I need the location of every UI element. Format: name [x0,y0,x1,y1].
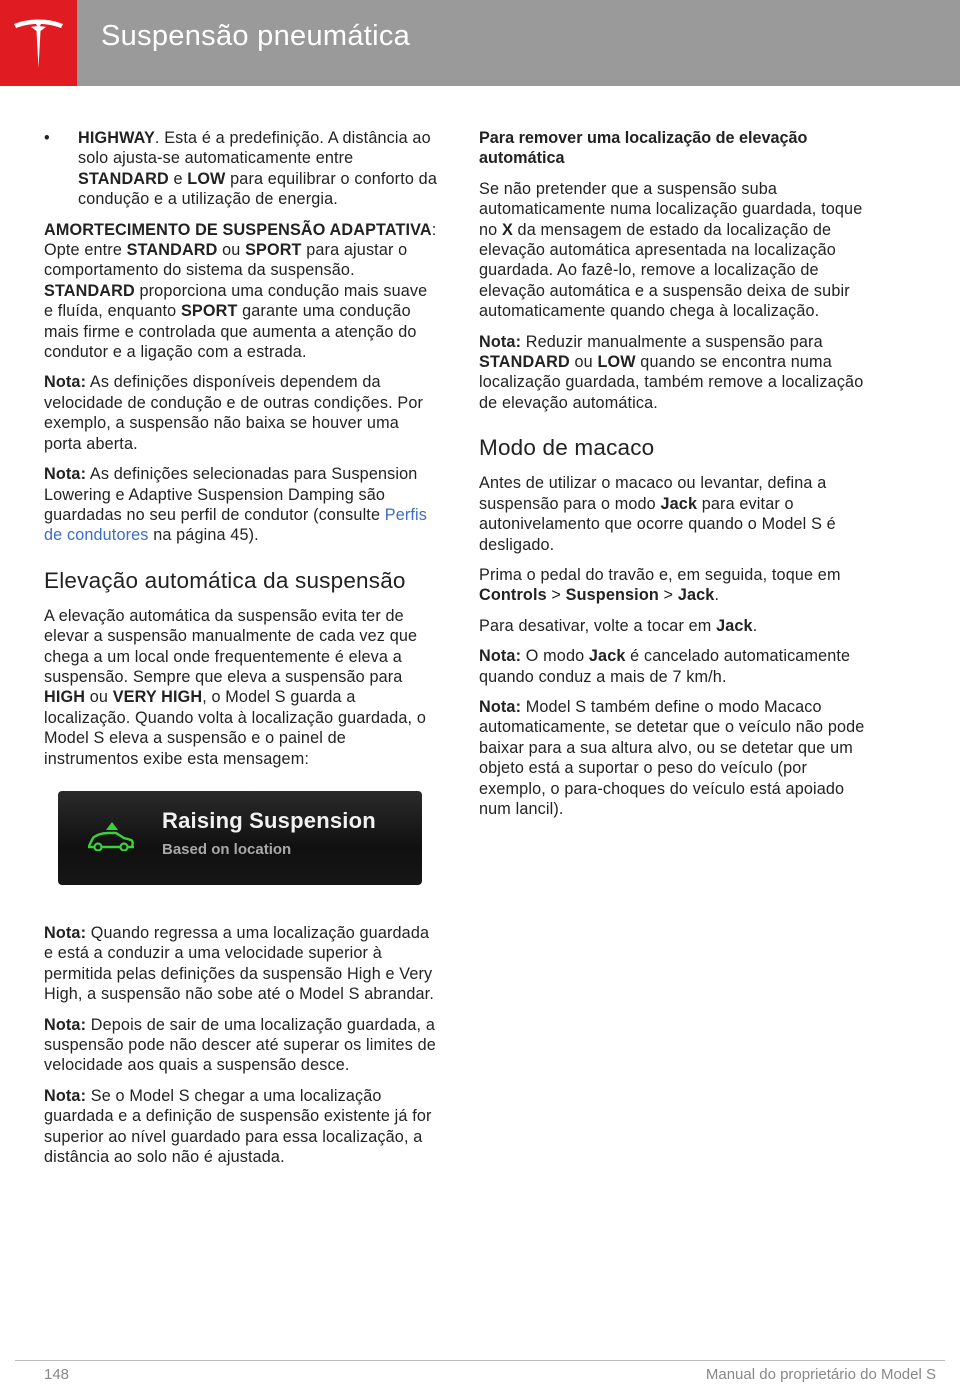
jack-paragraph-3 [479,616,877,636]
text: Se o Model S chegar a uma localização guardada e a definição de suspensão existente já for superior ao nível guardado para essa localização, a distância ao solo não é ajustada. [44,1086,432,1167]
banner-subtitle: Based on location [162,840,292,858]
text: Model S também define o modo Macaco automaticamente, se detetar que o veículo não pode baixar para a sua altura alvo, ou se detetar que um objeto está a suportar o peso do veículo (por exemplo, o para-choques do veículo está apoiado num lancil). [479,697,865,818]
text: ou [217,241,246,260]
note-label: Nota: [479,332,522,351]
text: . [752,616,758,635]
text: O modo [521,647,589,666]
note-label: Nota: [479,697,522,716]
text: Depois de sair de uma localização guardada, a suspensão pode não descer até superar os limites de velocidade aos quais a suspensão desce. [44,1015,436,1075]
note-settings-available [44,372,440,454]
term-jack: Jack [588,647,626,666]
note-jack-automatic [479,697,877,819]
term-standard: STANDARD [78,169,169,188]
note-driver-profile [44,464,440,546]
jack-paragraph-2 [479,565,877,606]
term-controls: Controls [479,586,547,605]
text: ou [85,688,113,707]
text: > [546,586,566,605]
bullet-dot: • [44,129,50,147]
note-label: Nota: [44,1015,87,1034]
text: garante uma condução mais firme e controlada que aumenta a atenção do condutor e a ligação com a estrada. [44,302,417,362]
text: Prima o pedal do travão e, em seguida, toque em [479,565,841,584]
text: , o Model S guarda a localização. Quando volta à localização guardada, o Model S eleva a suspensão e o painel de instrumentos exibe esta mensagem: [44,688,427,768]
page-title: Suspensão pneumática [101,20,411,52]
term-jack: Jack [677,586,715,605]
text: quando se encontra numa localização guardada, também remove a localização de elevação automática. [479,353,864,412]
term-highway: HIGHWAY [78,129,155,147]
page-number: 148 [44,1366,70,1383]
text: . [714,586,720,605]
subheading-remove-location: Para remover uma localização de elevação automática [479,129,808,168]
note-label: Nota: [44,1086,87,1105]
text: A elevação automática da suspensão evita ter de elevar a suspensão manualmente de cada vez que chega a um local onde frequentemente é eleva a suspensão. Sempre que eleva a suspensão para [44,606,418,686]
remove-location-paragraph [479,179,877,322]
note-manual-lowering [479,332,877,414]
driver-profiles-link[interactable]: Perfis de condutores [44,505,428,545]
text: para equilibrar o conforto da condução e a utilização de energia. [78,169,437,209]
right-column [479,128,877,829]
note-label: Nota: [479,647,522,666]
bullet-highway [44,128,440,210]
page-header [0,0,960,86]
text: Para desativar, volte a tocar em [479,616,717,635]
term-sport: SPORT [245,241,302,260]
auto-raise-paragraph [44,606,440,769]
text: ou [569,353,598,372]
brand-logo-box [0,0,77,86]
note-label: Nota: [44,465,87,484]
text: Se não pretender que a suspensão suba automaticamente numa localização guardada, toque no [479,179,863,239]
note-label: Nota: [44,373,87,392]
text: proporciona uma condução mais suave e fluída, enquanto [44,281,428,321]
text: é cancelado automaticamente quando conduz a mais de 7 km/h. [479,647,851,686]
text: Quando regressa a uma localização guardada e está a conduzir a uma velocidade superior à permitida pelas definições da suspensão High e Very High, a suspensão não sobe até o Model S abrandar. [44,923,434,1004]
footer-divider [15,1360,945,1361]
term-low: LOW [187,169,226,188]
banner-title: Raising Suspension [162,807,376,833]
note-already-higher [44,1086,440,1168]
left-column [44,128,440,1177]
term-jack: Jack [716,616,753,635]
term-low: LOW [597,353,636,372]
jack-paragraph-1 [479,473,877,555]
term-standard: STANDARD [126,241,218,260]
text: na página 45). [148,526,259,545]
section-heading-auto-raise: Elevação automática da suspensão [44,567,406,593]
term-suspension: Suspension [565,586,659,605]
text: : Opte entre [44,220,437,260]
text: Reduzir manualmente a suspensão para [521,332,823,351]
term-sport: SPORT [180,302,238,321]
text: . Esta é a predefinição. A distância ao solo ajusta-se automaticamente entre [78,129,431,168]
term-jack: Jack [660,494,698,513]
term-standard: STANDARD [479,353,570,372]
text: para ajustar o comportamento do sistema da suspensão. [44,241,408,280]
text: para evitar o autonivelamento que ocorre quando o Model S é desligado. [479,494,836,554]
term-x: X [501,220,513,239]
note-speed-limit [44,923,440,1005]
manual-title: Manual do proprietário do Model S [705,1366,936,1383]
term-high: HIGH [44,688,86,707]
damping-paragraph [44,220,440,363]
term-standard: STANDARD [44,281,135,300]
text: As definições disponíveis dependem da velocidade de condução e de outras condições. Por exemplo, a suspensão não baixa se houver uma porta aberta. [44,373,424,453]
term-damping: AMORTECIMENTO DE SUSPENSÃO ADAPTATIVA [44,220,432,239]
section-heading-jack-mode: Modo de macaco [479,435,655,461]
text: da mensagem de estado da localização de elevação automática apresentada na localização guardada. Ao fazê-lo, remove a localização de elevação automática e a suspensão deixa de subir automaticamente quando chega à localização. [479,220,850,321]
text: e [168,169,188,188]
tesla-logo-icon [11,16,66,72]
raising-suspension-message [58,791,422,885]
car-raise-icon [86,819,136,851]
text: > [658,586,678,605]
note-jack-cancel [479,646,877,687]
term-very-high: VERY HIGH [112,688,203,707]
text: Antes de utilizar o macaco ou levantar, defina a suspensão para o modo [479,474,827,513]
note-label: Nota: [44,923,87,942]
text: As definições selecionadas para Suspension Lowering e Adaptive Suspension Damping são guardadas no seu perfil de condutor (consulte [44,465,418,524]
note-leaving-location [44,1015,440,1076]
